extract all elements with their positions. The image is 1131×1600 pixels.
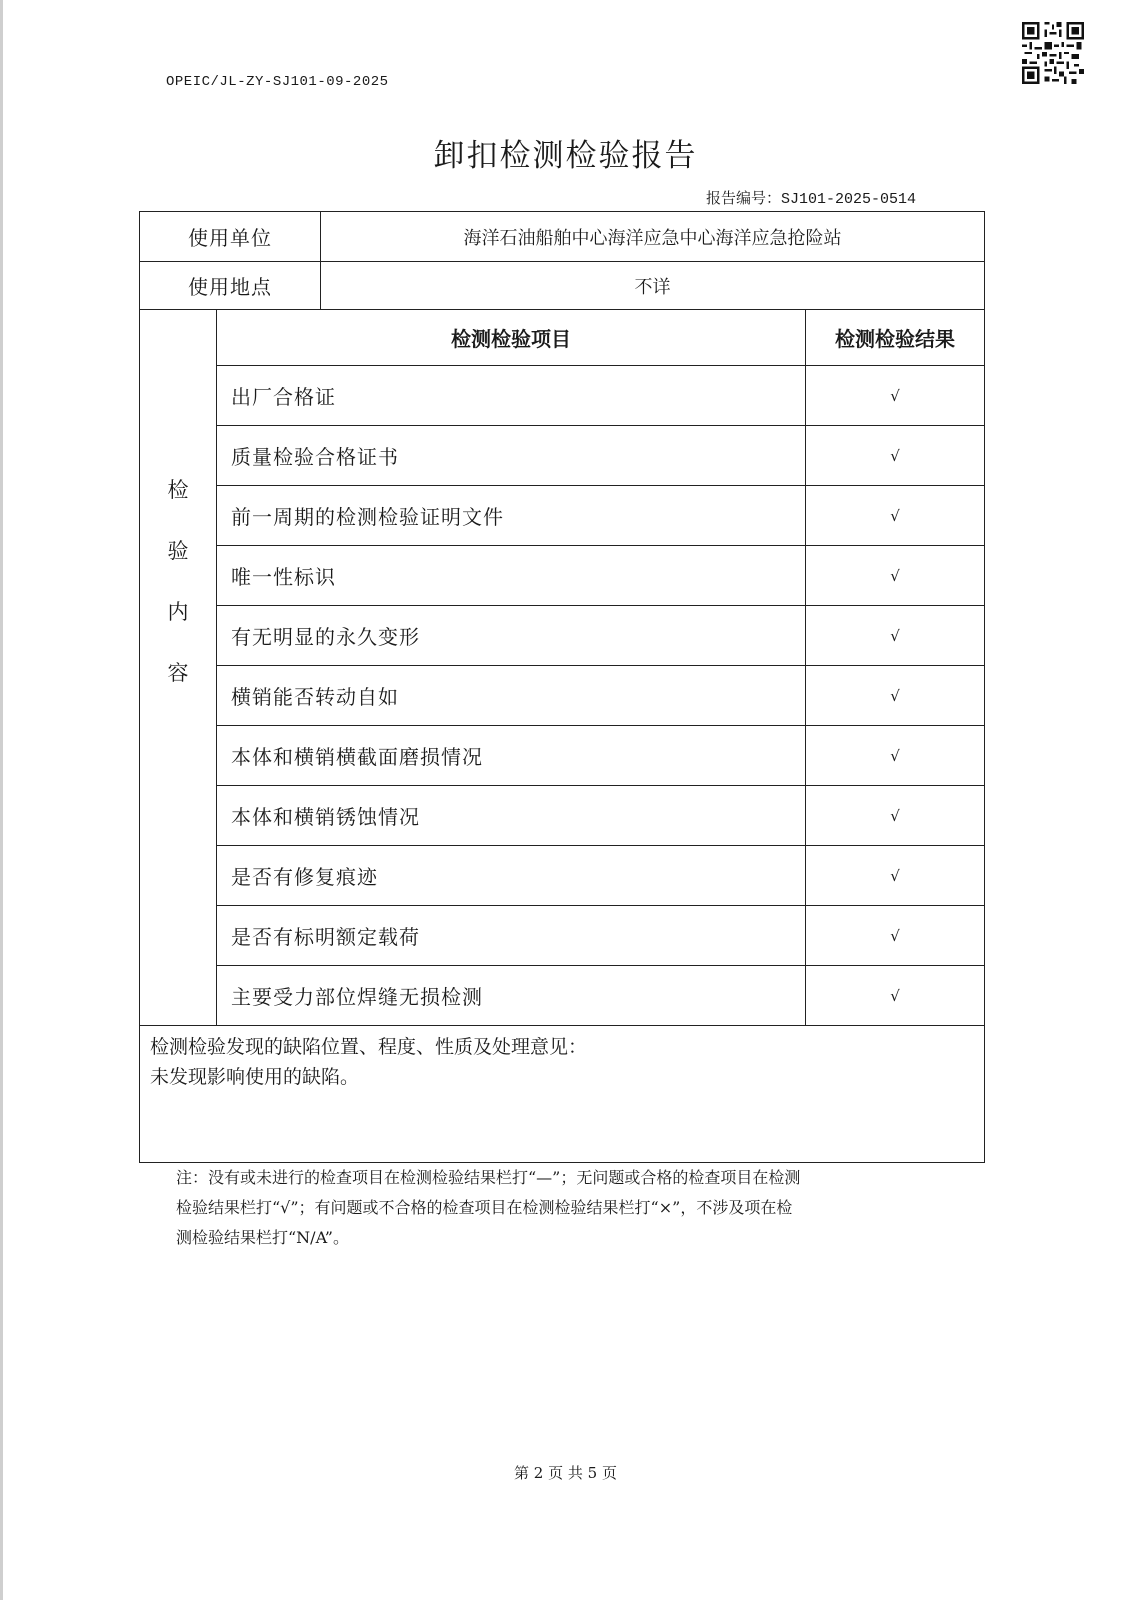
scan-edge [0, 0, 3, 1600]
inspection-content-label [140, 310, 217, 1026]
inspection-result: √ [806, 846, 985, 906]
inspection-item: 本体和横销锈蚀情况 [217, 786, 806, 846]
inspection-result: √ [806, 486, 985, 546]
unit-label: 使用单位 [140, 212, 321, 262]
inspection-result: √ [806, 726, 985, 786]
inspection-result: √ [806, 426, 985, 486]
inspection-item: 是否有标明额定载荷 [217, 906, 806, 966]
qr-code-icon [1022, 22, 1084, 84]
table-row [140, 486, 985, 546]
table-row [140, 846, 985, 906]
table-row [140, 906, 985, 966]
inspection-result: √ [806, 666, 985, 726]
side-char: 检 [167, 478, 189, 502]
document-code: OPEIC/JL-ZY-SJ101-09-2025 [166, 74, 389, 90]
inspection-report-table [139, 211, 985, 1163]
inspection-header-row [140, 310, 985, 366]
table-row [140, 666, 985, 726]
table-row [140, 966, 985, 1026]
inspection-item: 唯一性标识 [217, 546, 806, 606]
side-char: 验 [167, 539, 189, 563]
inspection-item: 前一周期的检测检验证明文件 [217, 486, 806, 546]
inspection-item: 横销能否转动自如 [217, 666, 806, 726]
location-label: 使用地点 [140, 262, 321, 310]
findings-cell [140, 1026, 985, 1163]
findings-label: 检测检验发现的缺陷位置、程度、性质及处理意见： [150, 1036, 588, 1058]
inspection-result: √ [806, 906, 985, 966]
page-title: 卸扣检测检验报告 [433, 138, 698, 174]
unit-row [140, 212, 985, 262]
inspection-result: √ [806, 366, 985, 426]
inspection-result: √ [806, 606, 985, 666]
side-char: 容 [167, 661, 189, 685]
column-header-result: 检测检验结果 [806, 310, 985, 366]
inspection-item: 是否有修复痕迹 [217, 846, 806, 906]
inspection-result: √ [806, 786, 985, 846]
column-header-item: 检测检验项目 [217, 310, 806, 366]
inspection-result: √ [806, 966, 985, 1026]
page-number: 第 2 页 共 5 页 [514, 1464, 617, 1482]
report-number [706, 187, 916, 208]
inspection-result: √ [806, 546, 985, 606]
footnote-line: 注：没有或未进行的检查项目在检测检验结果栏打“—”；无问题或合格的检查项目在检测 [176, 1168, 801, 1187]
table-row [140, 606, 985, 666]
inspection-item: 主要受力部位焊缝无损检测 [217, 966, 806, 1026]
footnote-line: 测检验结果栏打“N/A”。 [176, 1228, 349, 1247]
location-row [140, 262, 985, 310]
table-row [140, 366, 985, 426]
table-row [140, 546, 985, 606]
table-row [140, 726, 985, 786]
findings-text: 未发现影响使用的缺陷。 [150, 1066, 360, 1088]
footnote-line: 检验结果栏打“√”；有问题或不合格的检查项目在检测检验结果栏打“×”，不涉及项在检 [176, 1198, 793, 1217]
footnote [176, 1163, 976, 1253]
inspection-item: 有无明显的永久变形 [217, 606, 806, 666]
unit-value: 海洋石油船舶中心海洋应急中心海洋应急抢险站 [321, 212, 985, 262]
table-row [140, 786, 985, 846]
report-number-label: 报告编号： [706, 189, 782, 207]
report-number-value: SJ101-2025-0514 [781, 191, 917, 208]
inspection-item: 出厂合格证 [217, 366, 806, 426]
table-row [140, 426, 985, 486]
location-value: 不详 [321, 262, 985, 310]
side-char: 内 [167, 600, 189, 624]
inspection-item: 质量检验合格证书 [217, 426, 806, 486]
inspection-item: 本体和横销横截面磨损情况 [217, 726, 806, 786]
findings-row [140, 1026, 985, 1163]
